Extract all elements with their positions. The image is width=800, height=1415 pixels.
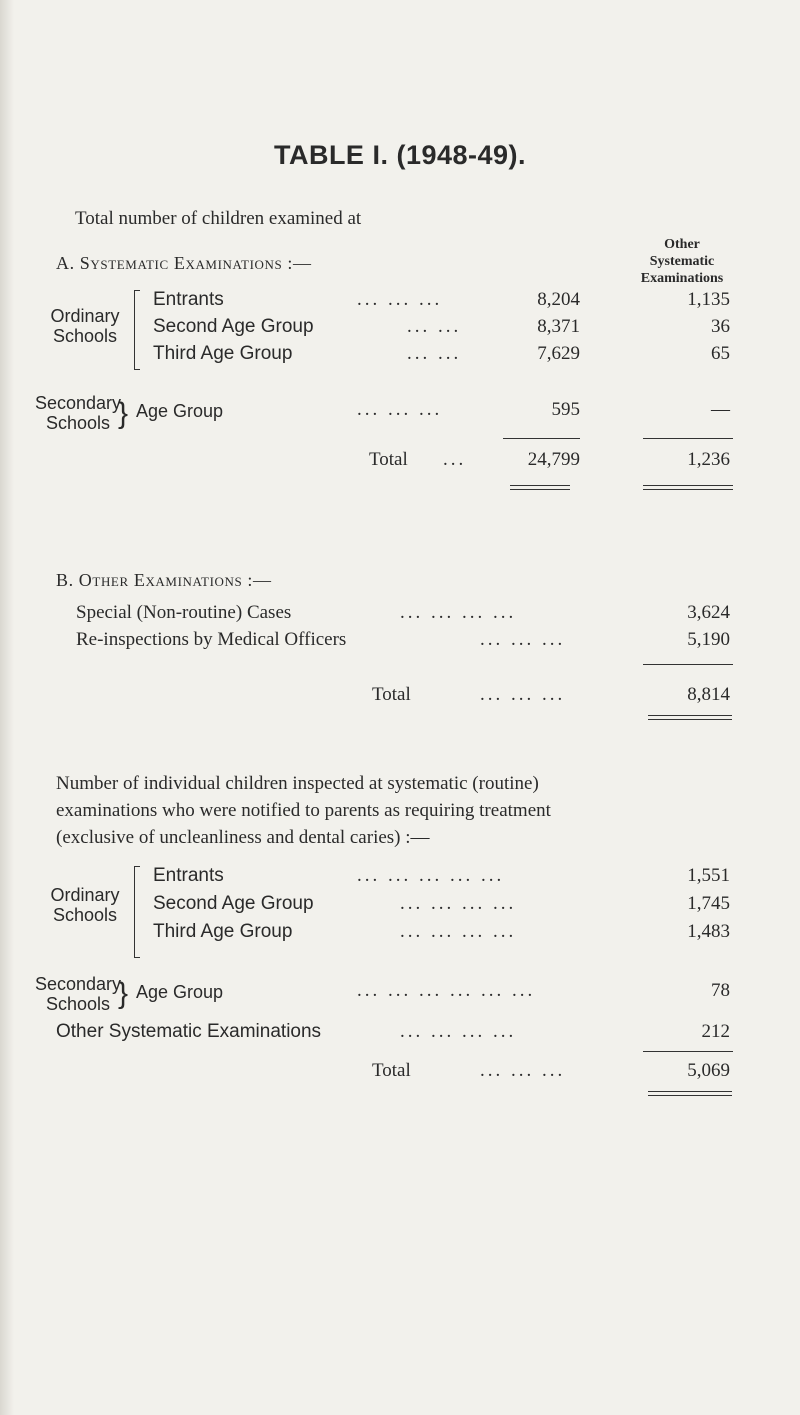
table-title: TABLE I. (1948-49). [273,140,527,170]
double-rule [648,1095,732,1096]
row-label: Entrants [153,289,224,310]
section-b-heading: B. Other Examinations :— [56,570,272,590]
total-label: Total [369,449,408,470]
double-rule [510,485,570,486]
brace-a-ordinary [134,290,135,370]
leader-dots: ... ... ... [480,684,566,705]
value-other: 1,135 [687,289,730,310]
other-systematic-header: Other Systematic Examinations [640,237,724,286]
brace-secondary-c: } [118,977,129,1010]
section-c-paragraph: Number of individual children inspected at systematic (routine) examinations who were notified to parents as requiring treatment (exclusive of uncleanliness and dental caries) :— [56,773,551,848]
row-label: Entrants [153,865,224,886]
value-main: 8,204 [537,289,580,310]
double-rule [648,715,732,716]
leader-dots: ... [443,449,467,470]
row-label: Third Age Group [153,921,293,942]
total-other: 1,236 [687,449,730,470]
scan-edge [0,0,14,1415]
section-a-heading: A. Systematic Examinations :— [56,253,312,273]
rule-above-total [643,664,733,665]
leader-dots: ... ... ... ... [400,921,517,942]
row-label: Second Age Group [153,893,314,914]
value: 212 [701,1021,730,1042]
total-main: 24,799 [527,449,580,470]
value-main: 8,371 [537,316,580,337]
value: 78 [711,980,730,1001]
leader-dots: ... ... ... ... [400,602,517,623]
value-main: 595 [551,399,580,420]
row-label: Second Age Group [153,316,314,337]
row-label: Age Group [136,401,224,421]
row-label: Third Age Group [153,343,293,364]
row-label: Other Systematic Examinations [56,1021,322,1042]
ordinary-schools-label-c: Ordinary Schools [50,885,120,925]
total-label: Total [372,1060,411,1081]
row-label: Age Group [136,982,224,1002]
double-rule [648,719,732,720]
double-rule [648,1091,732,1092]
row-label: Special (Non-routine) Cases [76,602,292,623]
value-main: 7,629 [537,343,580,364]
intro-text: Total number of children examined at [75,208,362,229]
leader-dots: ... ... [407,343,462,364]
double-rule [643,485,733,486]
double-rule [643,489,733,490]
rule-above-total [643,1051,733,1052]
value-other: — [711,399,730,420]
leader-dots: ... ... [407,316,462,337]
brace-secondary-a: } [118,397,129,430]
secondary-schools-label-a: Secondary Schools [34,393,122,433]
leader-dots: ... ... ... ... [400,1021,517,1042]
value: 1,551 [687,865,730,886]
leader-dots: ... ... ... [480,1060,566,1081]
rule-above-total [503,438,580,439]
leader-dots: ... ... ... ... ... ... [357,980,536,1001]
value-other: 65 [711,343,730,364]
leader-dots: ... ... ... [357,399,443,420]
leader-dots: ... ... ... ... ... [357,865,505,886]
total-label: Total [372,684,411,705]
leader-dots: ... ... ... [480,629,566,650]
total-value: 8,814 [687,684,730,705]
value-other: 36 [711,316,730,337]
value: 3,624 [687,602,730,623]
rule-above-total [643,438,733,439]
leader-dots: ... ... ... ... [400,893,517,914]
row-label: Re-inspections by Medical Officers [76,629,347,650]
ordinary-schools-label-a: Ordinary Schools [50,306,120,346]
value: 1,745 [687,893,730,914]
secondary-schools-label-c: Secondary Schools [34,974,122,1014]
leader-dots: ... ... ... [357,289,443,310]
value: 5,190 [687,629,730,650]
double-rule [510,489,570,490]
brace-c-ordinary [134,866,135,958]
value: 1,483 [687,921,730,942]
total-value: 5,069 [687,1060,730,1081]
